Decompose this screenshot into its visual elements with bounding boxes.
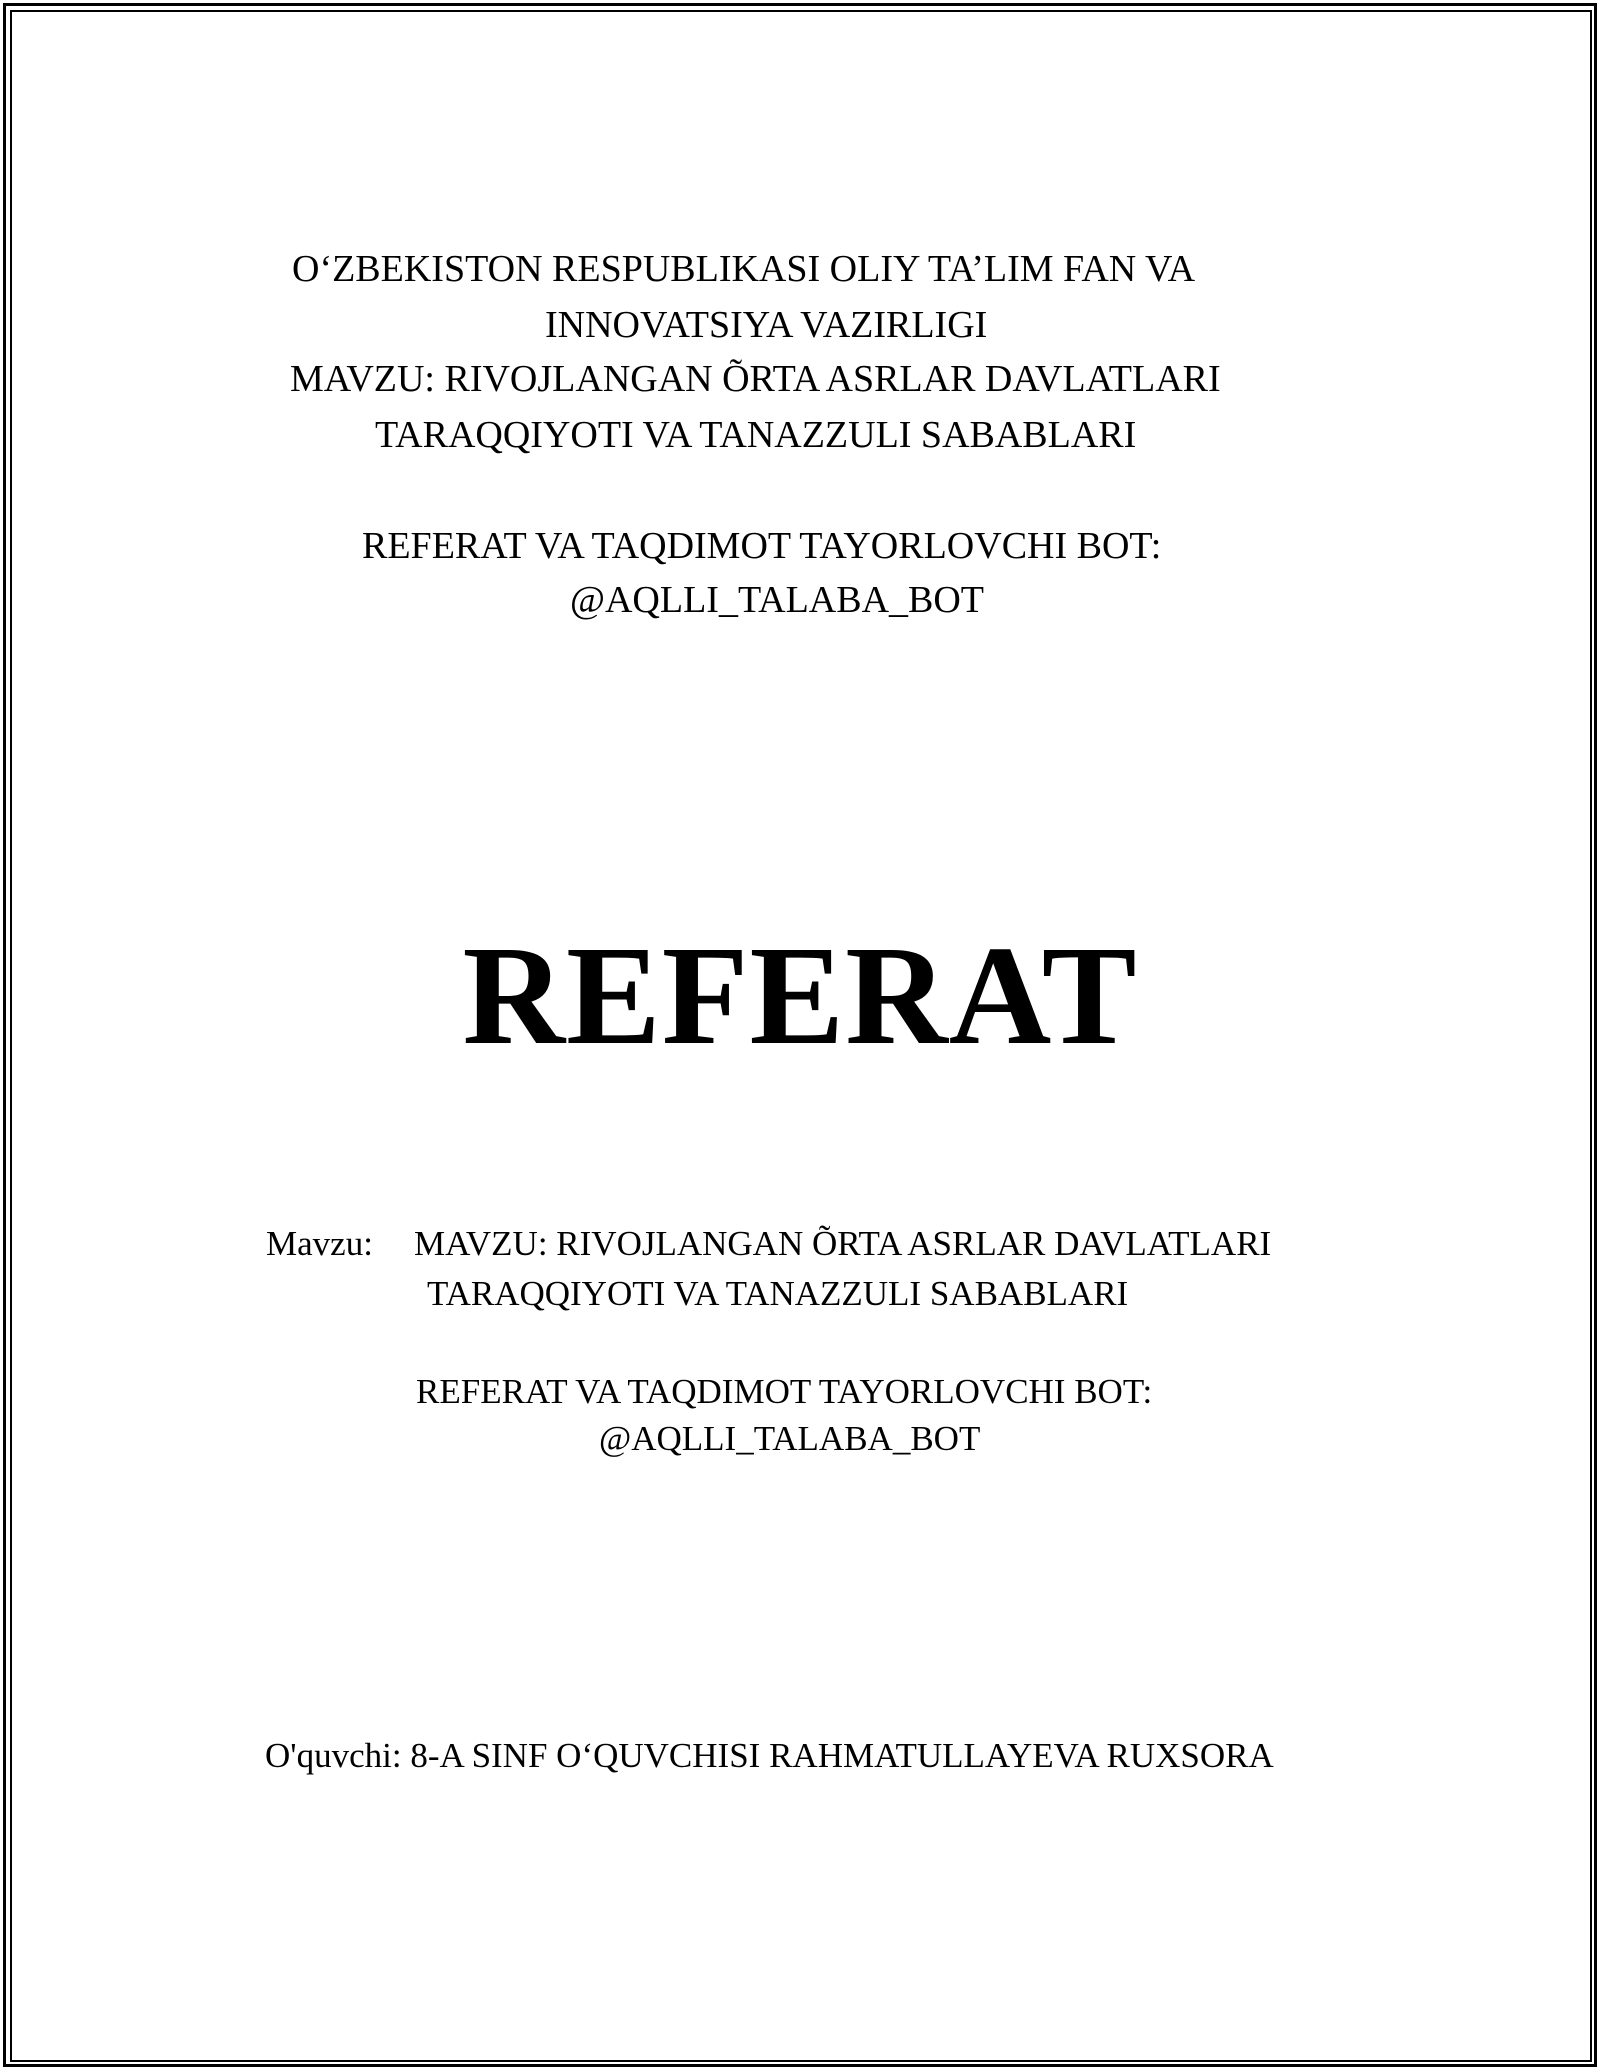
header-bot-line-2: @AQLLI_TALABA_BOT — [570, 579, 985, 621]
details-topic-line-2: TARAQQIYOTI VA TANAZZULI SABABLARI — [427, 1274, 1129, 1313]
ministry-line-2: INNOVATSIYA VAZIRLIGI — [545, 304, 988, 346]
header-topic-line-2: TARAQQIYOTI VA TANAZZULI SABABLARI — [375, 414, 1137, 456]
student-line: O'quvchi: 8-A SINF O‘QUVCHISI RAHMATULLAYEVA RUXSORA — [265, 1736, 1274, 1775]
details-bot-line-2: @AQLLI_TALABA_BOT — [599, 1419, 981, 1458]
mavzu-label: Mavzu: — [266, 1224, 373, 1263]
document-title: REFERAT — [462, 916, 1138, 1074]
header-bot-line-1: REFERAT VA TAQDIMOT TAYORLOVCHI BOT: — [362, 525, 1162, 567]
details-bot-line-1: REFERAT VA TAQDIMOT TAYORLOVCHI BOT: — [416, 1372, 1153, 1411]
header-topic-line-1: MAVZU: RIVOJLANGAN ÕRTA ASRLAR DAVLATLARI — [290, 358, 1221, 400]
ministry-line-1: O‘ZBEKISTON RESPUBLIKASI OLIY TA’LIM FAN VA — [292, 248, 1196, 290]
details-topic-line-1: MAVZU: RIVOJLANGAN ÕRTA ASRLAR DAVLATLARI — [414, 1224, 1272, 1263]
